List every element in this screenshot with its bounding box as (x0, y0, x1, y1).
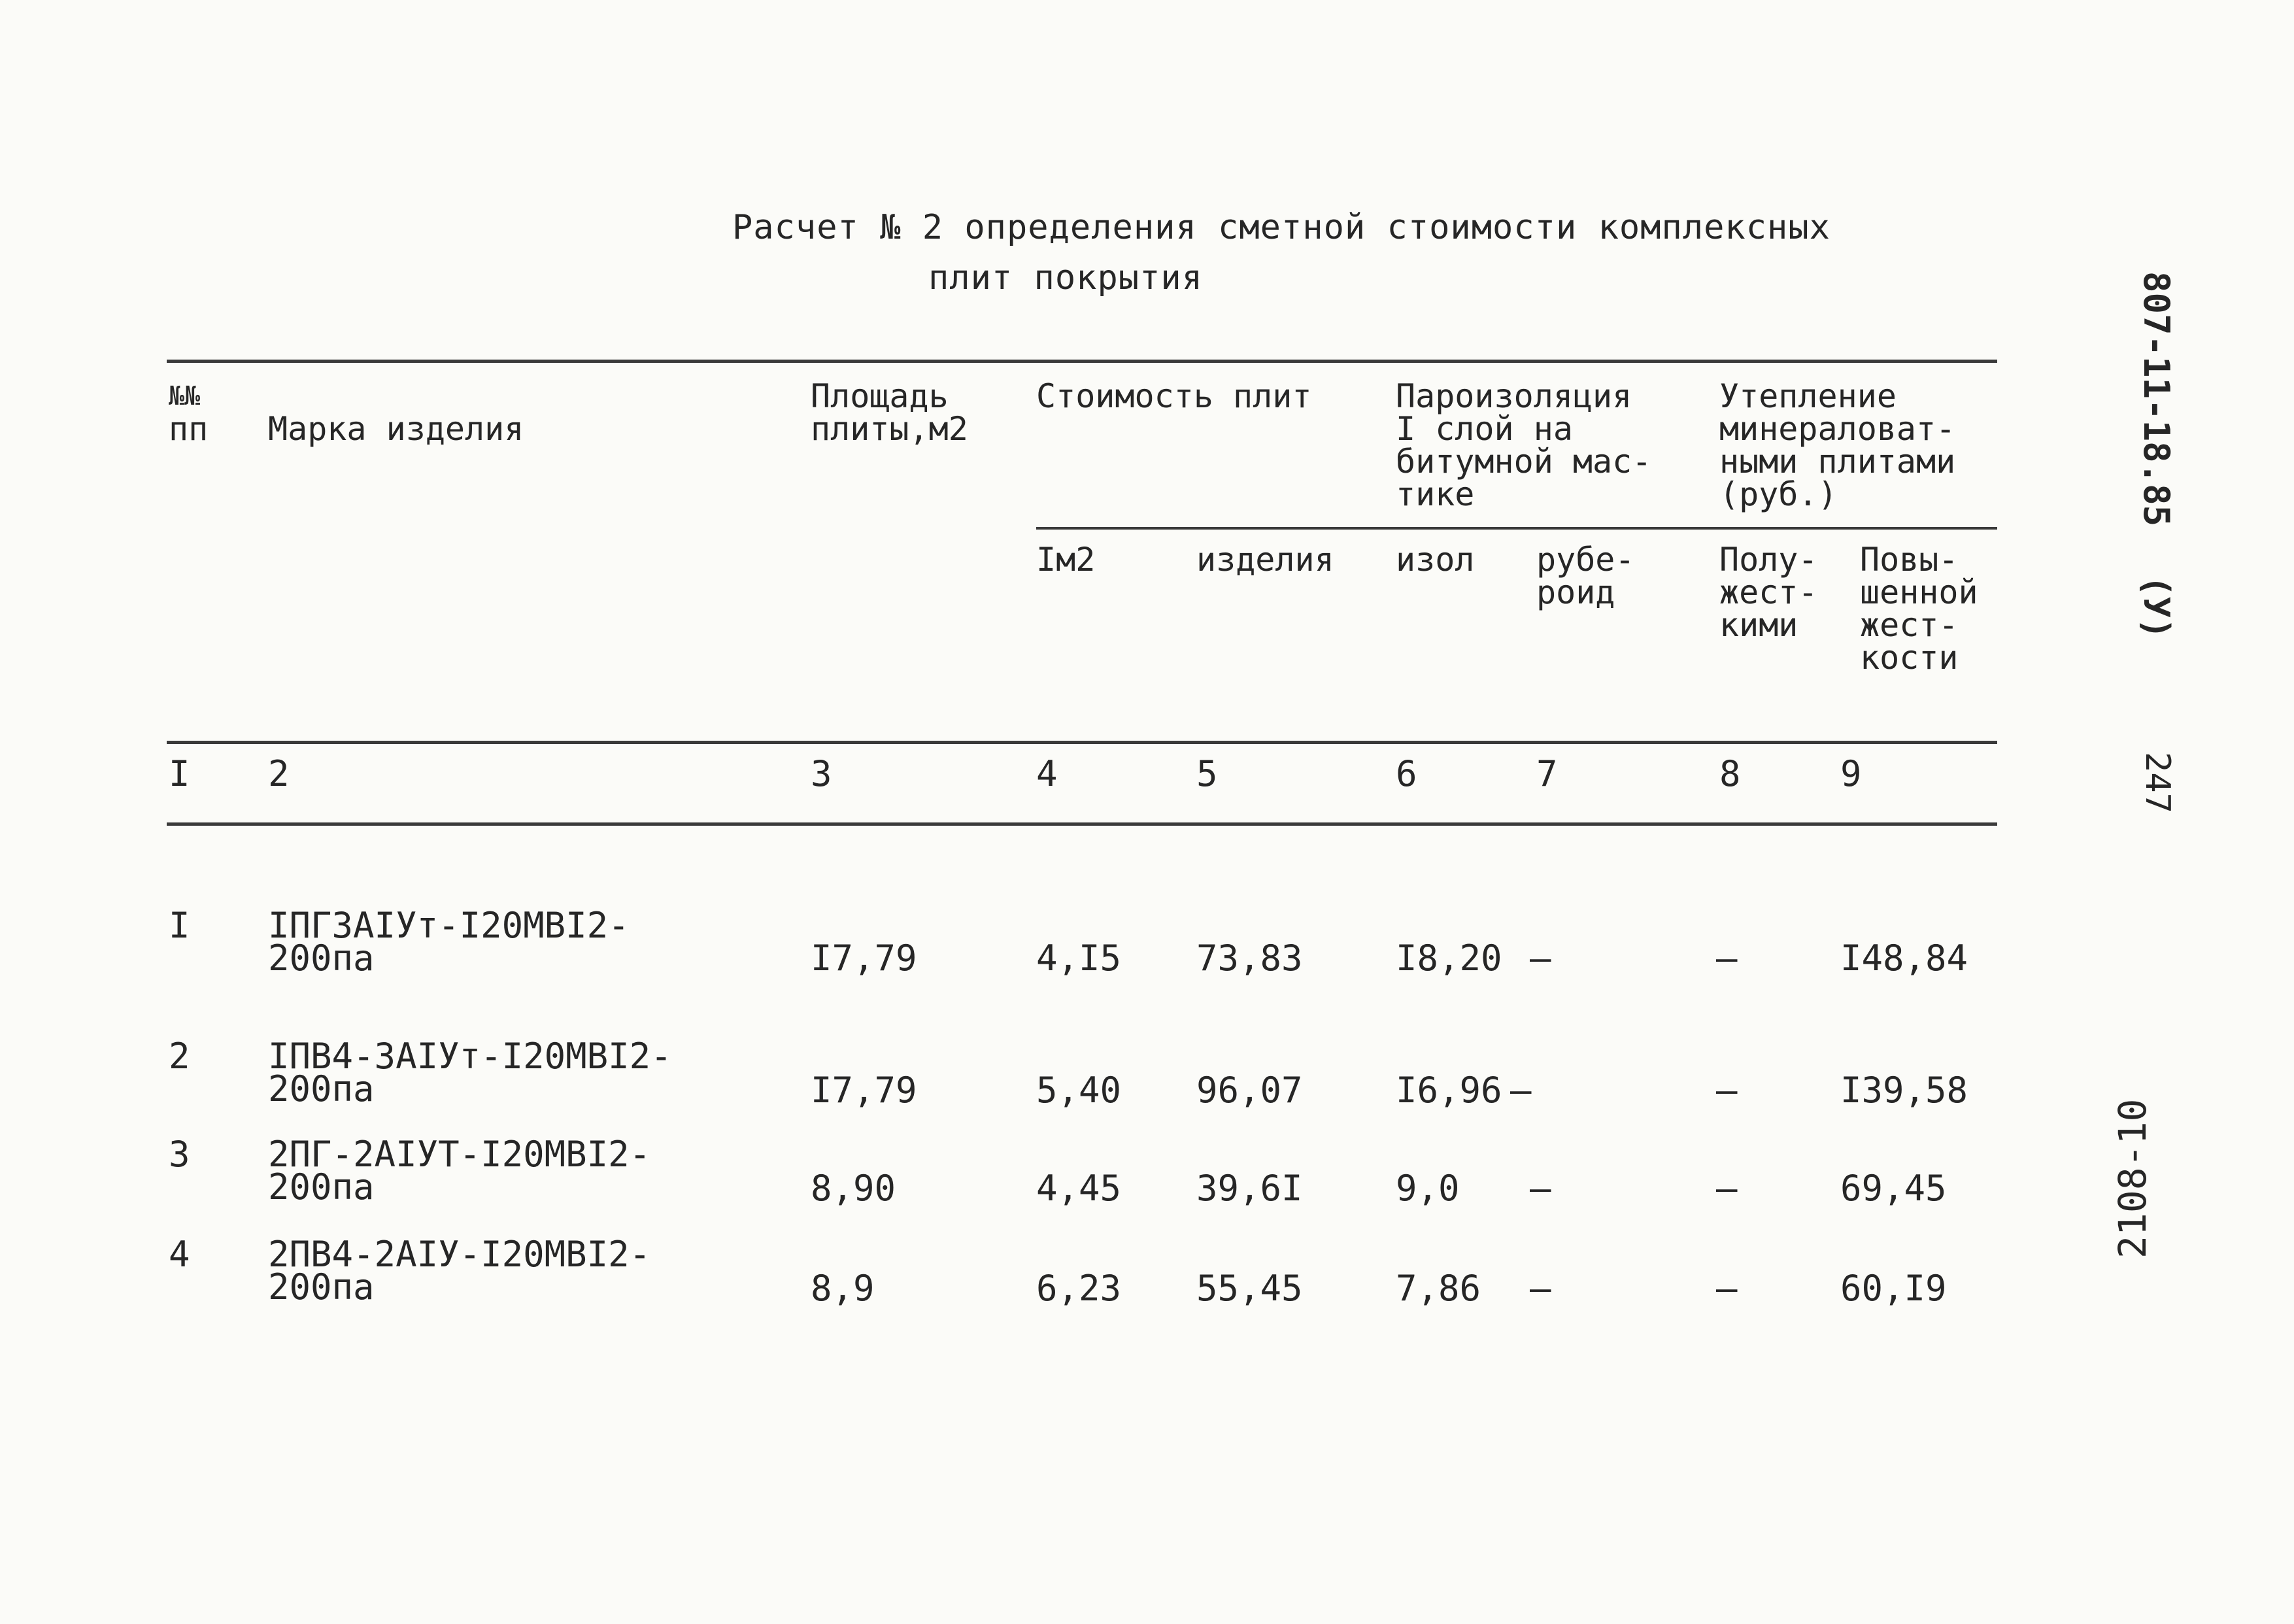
subheader-high-1: Повы- (1860, 541, 1959, 579)
subheader-cost-item: изделия (1196, 541, 1334, 579)
row-ruber: – (1510, 1070, 1532, 1111)
header-vapor-3: битумной мас- (1396, 443, 1652, 481)
subheader-ruber-2: роид (1536, 573, 1615, 611)
row-cost-m2: 6,23 (1036, 1268, 1122, 1309)
header-insul-3: ными плитами (1719, 443, 1956, 481)
header-insul-4: (руб.) (1719, 475, 1838, 513)
header-area-1: Площадь (811, 377, 949, 415)
row-ruber: – (1530, 938, 1551, 979)
side-archive-number: 2108-10 (2110, 1098, 2155, 1259)
col-number: 6 (1396, 753, 1417, 794)
row-semi: – (1716, 1168, 1738, 1209)
col-number: 5 (1196, 753, 1218, 794)
subheader-semi-2: жест- (1719, 573, 1818, 611)
header-sub-rule (1036, 527, 1997, 530)
row-cost-m2: 5,40 (1036, 1070, 1122, 1111)
row-high: I48,84 (1840, 938, 1968, 979)
row-semi: – (1716, 1070, 1738, 1111)
header-mark: Марка изделия (268, 410, 524, 448)
row-izol: I8,20 (1396, 938, 1502, 979)
subheader-izol: изол (1396, 541, 1475, 579)
row-mark-line1: IПГ3АIУт-I20МВI2- (268, 905, 630, 946)
row-high: 69,45 (1840, 1168, 1947, 1209)
row-area: I7,79 (811, 938, 917, 979)
col-number: 3 (811, 753, 832, 794)
row-index: I (169, 905, 190, 946)
header-num-1: №№ (169, 381, 201, 411)
row-index: 3 (169, 1134, 190, 1175)
row-izol: I6,96 (1396, 1070, 1502, 1111)
header-insul-1: Утепление (1719, 377, 1897, 415)
row-cost-item: 96,07 (1196, 1070, 1303, 1111)
side-part: (У) (2136, 575, 2177, 639)
table-top-rule (167, 360, 1997, 363)
col-number: 4 (1036, 753, 1058, 794)
row-mark-line2: 200па (268, 1068, 375, 1109)
header-cost: Стоимость плит (1036, 377, 1312, 415)
row-area: I7,79 (811, 1070, 917, 1111)
row-mark-line2: 200па (268, 938, 375, 979)
subheader-cost-m2: Iм2 (1036, 541, 1096, 579)
row-izol: 7,86 (1396, 1268, 1481, 1309)
side-doc-code: 807-11-18.85 (2136, 271, 2177, 527)
row-cost-item: 55,45 (1196, 1268, 1303, 1309)
row-mark-line2: 200па (268, 1166, 375, 1208)
subheader-semi-3: кими (1719, 606, 1798, 644)
row-izol: 9,0 (1396, 1168, 1460, 1209)
row-high: 60,I9 (1840, 1268, 1947, 1309)
header-insul-2: минераловат- (1719, 410, 1956, 448)
row-semi: – (1716, 938, 1738, 979)
subheader-high-3: жест- (1860, 606, 1959, 644)
header-area-2: плиты,м2 (811, 410, 968, 448)
col-number: 8 (1719, 753, 1741, 794)
subheader-ruber-1: рубе- (1536, 541, 1635, 579)
row-cost-m2: 4,I5 (1036, 938, 1122, 979)
row-area: 8,9 (811, 1268, 875, 1309)
row-high: I39,58 (1840, 1070, 1968, 1111)
row-cost-m2: 4,45 (1036, 1168, 1122, 1209)
row-index: 2 (169, 1036, 190, 1077)
row-mark-line1: IПВ4-3АIУт-I20МВI2- (268, 1036, 672, 1077)
header-vapor-1: Пароизоляция (1396, 377, 1632, 415)
row-area: 8,90 (811, 1168, 896, 1209)
side-page-number: 247 (2138, 752, 2177, 813)
row-index: 4 (169, 1234, 190, 1275)
row-ruber: – (1530, 1268, 1551, 1309)
numbers-bottom-rule (167, 822, 1997, 826)
col-number: 7 (1536, 753, 1558, 794)
header-num-2: пп (169, 410, 209, 448)
col-number: 9 (1840, 753, 1862, 794)
col-number: 2 (268, 753, 290, 794)
row-mark-line1: 2ПГ-2АIУТ-I20МВI2- (268, 1134, 651, 1175)
subheader-high-4: кости (1860, 639, 1959, 677)
row-cost-item: 73,83 (1196, 938, 1303, 979)
row-mark-line2: 200па (268, 1266, 375, 1308)
row-semi: – (1716, 1268, 1738, 1309)
document-title-line1: Расчет № 2 определения сметной стоимости комплексных (732, 208, 1830, 247)
row-cost-item: 39,6I (1196, 1168, 1303, 1209)
subheader-high-2: шенной (1860, 573, 1978, 611)
col-number: I (169, 753, 190, 794)
header-vapor-4: тике (1396, 475, 1475, 513)
row-mark-line1: 2ПВ4-2АIУ-I20МВI2- (268, 1234, 651, 1275)
subheader-semi-1: Полу- (1719, 541, 1818, 579)
header-bottom-rule (167, 741, 1997, 744)
header-vapor-2: I слой на (1396, 410, 1573, 448)
row-ruber: – (1530, 1168, 1551, 1209)
document-title-line2: плит покрытия (928, 258, 1203, 297)
